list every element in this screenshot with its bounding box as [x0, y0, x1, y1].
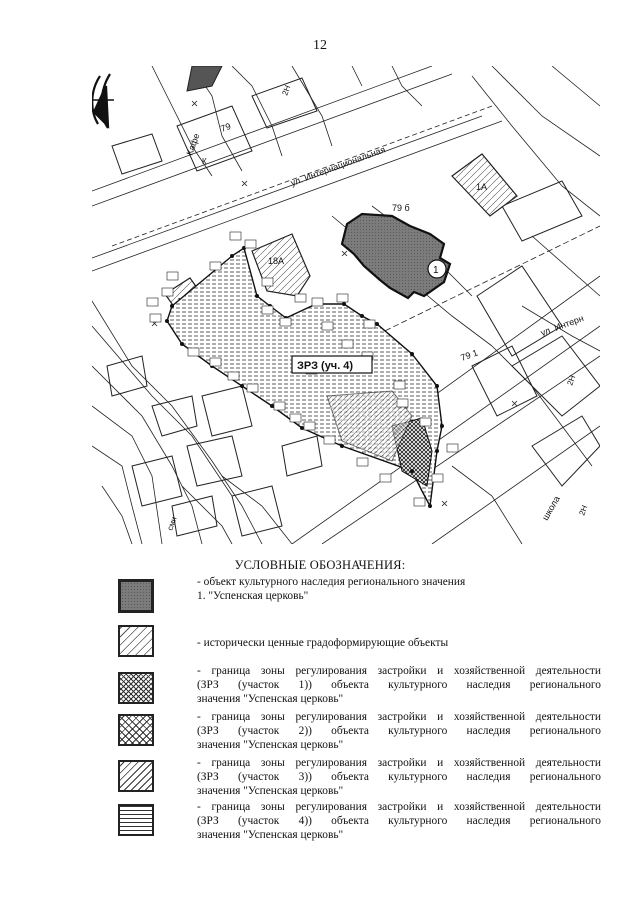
legend-line: - граница зоны регулирования застройки и хозяйственной деятельности [197, 711, 601, 723]
cafe-k-label: К [202, 157, 207, 166]
page-number: 12 [313, 38, 327, 53]
building-1a-label: 1А [476, 182, 488, 192]
legend-title: УСЛОВНЫЕ ОБОЗНАЧЕНИЯ: [234, 558, 406, 572]
legend-line: - исторически ценные градоформирующие объекты [197, 637, 449, 649]
house-2n-1: 2Н [565, 373, 578, 387]
house-2n-3: 2Н [280, 83, 293, 97]
church-heritage-object [342, 214, 450, 298]
num-791: 79 1 [459, 347, 480, 363]
legend-line: значения "Успенская церковь" [197, 829, 344, 841]
church-marker-label: 1 [433, 265, 439, 276]
swatch-zrz-2 [118, 714, 154, 746]
num-79b: 79 б [392, 203, 410, 213]
legend-item-historic [118, 622, 603, 658]
site-plan-map [92, 66, 600, 544]
legend-line: - объект культурного наследия регионального значения [197, 576, 466, 588]
legend-item-zrz-4 [118, 800, 603, 844]
cafe-label: Кафе [184, 131, 202, 157]
legend-line: - граница зоны регулирования застройки и хозяйственной деятельности [197, 665, 601, 677]
swatch-zrz-4 [118, 804, 154, 836]
zone-4-label-text: ЗРЗ (уч. 4) [297, 360, 354, 372]
smi-label: сми [165, 515, 179, 532]
swatch-zrz-1 [118, 672, 154, 704]
school-label: школа [540, 494, 562, 522]
legend-line: - граница зоны регулирования застройки и хозяйственной деятельности [197, 801, 601, 813]
legend-line: (ЗРЗ (участок 4)) объекта культурного наследия регионального [197, 815, 601, 827]
legend-line: (ЗРЗ (участок 3)) объекта культурного наследия регионального [197, 771, 601, 783]
legend-item-zrz-1 [118, 664, 603, 708]
street-label-1: ул. Интернациональная [289, 144, 387, 188]
legend-line: значения "Успенская церковь" [197, 739, 344, 751]
legend-line: значения "Успенская церковь" [197, 693, 344, 705]
swatch-heritage [118, 579, 154, 613]
legend-line: 1. "Успенская церковь" [197, 590, 309, 602]
house-2n-2: 2Н [577, 503, 590, 517]
legend-item-heritage [118, 576, 603, 618]
legend-line: (ЗРЗ (участок 1)) объекта культурного наследия регионального [197, 679, 601, 691]
zone-4-label [292, 356, 372, 373]
building-18a-label: 18А [268, 256, 285, 266]
swatch-zrz-3 [118, 760, 154, 792]
legend-line: значения "Успенская церковь" [197, 785, 344, 797]
street-label-2: ул. Интерн [539, 313, 585, 338]
legend-item-zrz-2 [118, 710, 603, 754]
legend-line: (ЗРЗ (участок 2)) объекта культурного наследия регионального [197, 725, 601, 737]
swatch-historic [118, 625, 154, 657]
legend-line: - граница зоны регулирования застройки и хозяйственной деятельности [197, 757, 601, 769]
num-79: 79 [219, 121, 233, 134]
legend-item-zrz-3 [118, 756, 603, 800]
north-arrow-icon [92, 74, 114, 128]
